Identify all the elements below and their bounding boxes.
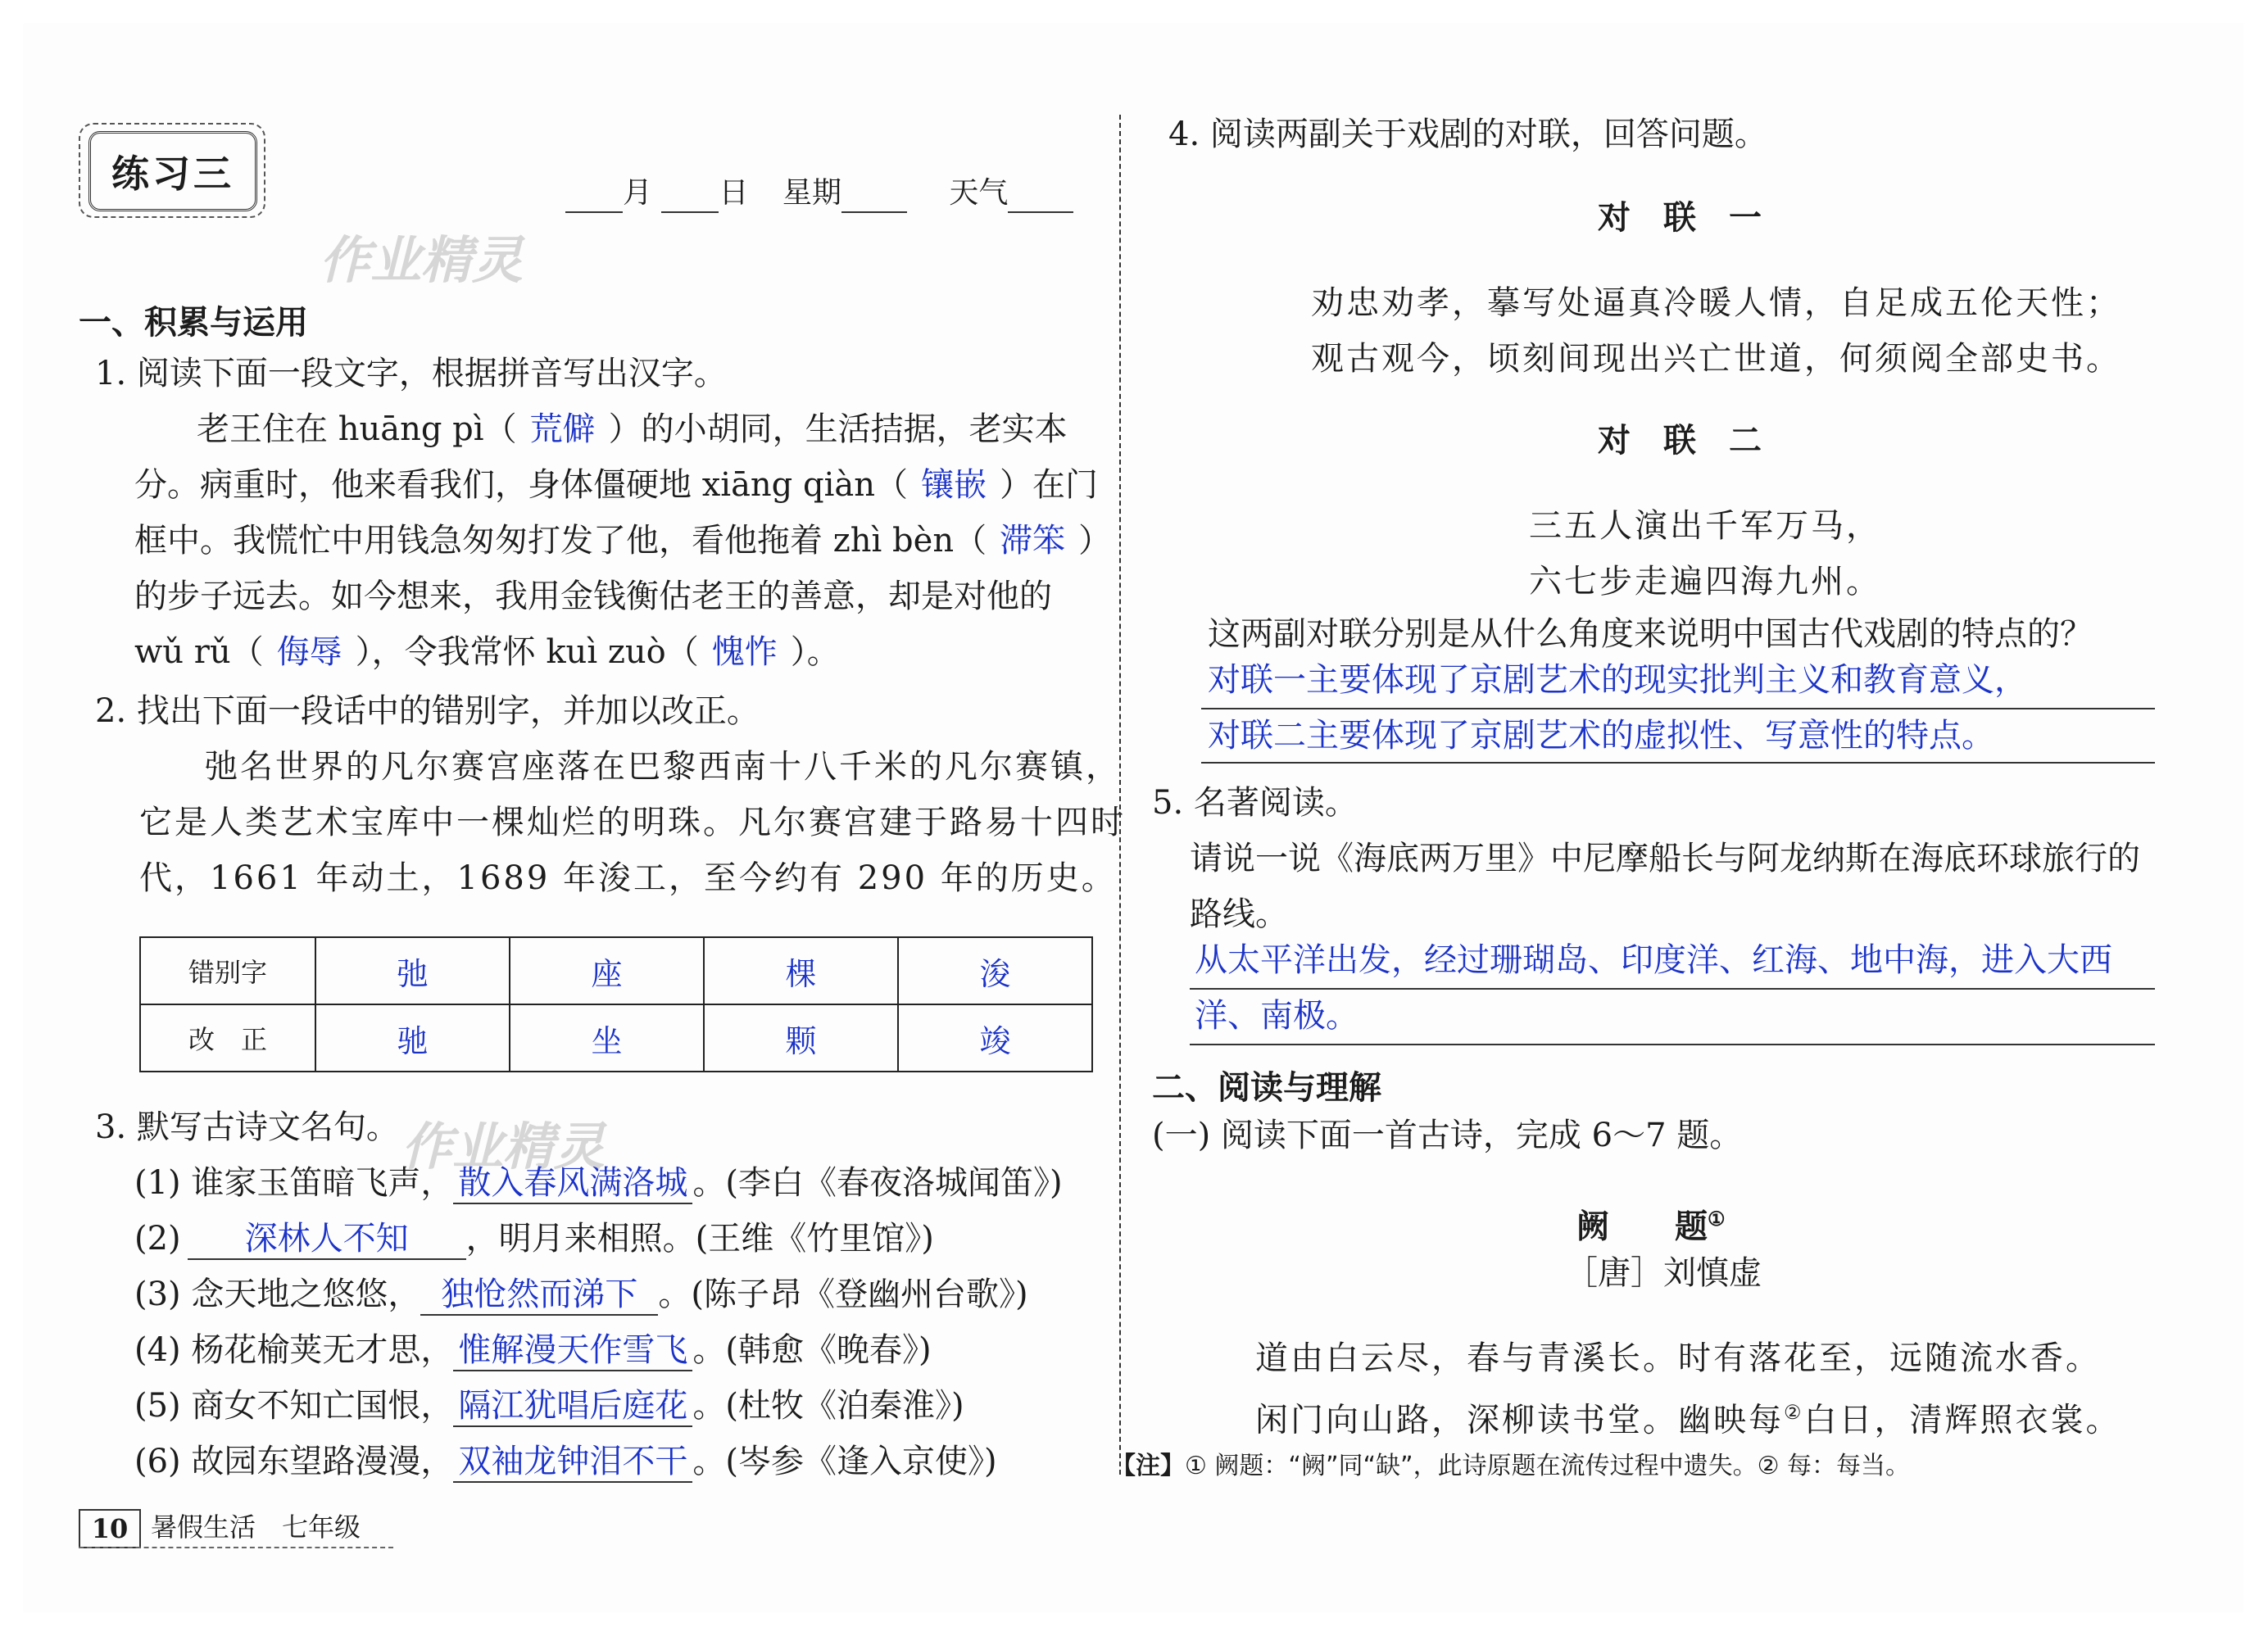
q1-line2: 分。病重时，他来看我们，身体僵硬地 xiāng qiàn（ 镶嵌 ）在门 [134, 466, 1099, 504]
answer-underline [1190, 1044, 2155, 1045]
table-cell: 驰 [315, 1004, 510, 1072]
table-cell: 弛 [315, 937, 510, 1004]
q3-item: (3) 念天地之悠悠， 独怆然而涕下 。(陈子昂《登幽州台歌》) [134, 1275, 1028, 1316]
q5-answer-line1: 从太平洋出发，经过珊瑚岛、印度洋、红海、地中海，进入大西 [1195, 941, 2112, 979]
q4-question: 这两副对联分别是从什么角度来说明中国古代戏剧的特点的？ [1208, 615, 2093, 653]
q5-prompt: 5. 名著阅读。 [1152, 784, 1358, 822]
couplet1-line1: 劝忠劝孝，摹写处逼真冷暖人情，自足成五伦天性； [1311, 284, 2121, 322]
q4-answer-line2: 对联二主要体现了京剧艺术的虚拟性、写意性的特点。 [1208, 717, 1994, 755]
poem-title: 阙 题① [1576, 1207, 1726, 1246]
poem-line1: 道由白云尽，春与青溪长。时有落花至，远随流水香。 [1255, 1339, 2101, 1377]
q5-question-line2: 路线。 [1190, 895, 1288, 933]
q1-line5: wǔ rǔ（ 侮辱 ），令我常怀 kuì zuò（ 愧怍 ）。 [134, 633, 840, 671]
table-cell: 浚 [898, 937, 1092, 1004]
table-cell: 坐 [510, 1004, 704, 1072]
q2-line3: 代，1661 年动土，1689 年浚工，至今约有 290 年的历史。 [139, 859, 1117, 897]
table-row-label: 错别字 [140, 937, 315, 1004]
section-title: 二、阅读与理解 [1152, 1069, 1381, 1107]
q1-line3: 框中。我慌忙中用钱急匆匆打发了他，看他拖着 zhì bèn（ 滞笨 ） [134, 522, 1112, 560]
q5-answer-line2: 洋、南极。 [1195, 997, 1359, 1035]
q2-line2: 它是人类艺术宝库中一棵灿烂的明珠。凡尔赛宫建于路易十四时 [139, 804, 1126, 841]
q3-prompt: 3. 默写古诗文名句。 [95, 1108, 399, 1146]
poem-line2: 闲门向山路，深柳读书堂。幽映每②白日，清辉照衣裳。 [1255, 1401, 2121, 1439]
q1-line4: 的步子远去。如今想来，我用金钱衡估老王的善意，却是对他的 [134, 578, 1052, 615]
table-row-label: 改 正 [140, 1004, 315, 1072]
poem-footnote: 【注】① 阙题：“阙”同“缺”，此诗原题在流传过程中遗失。② 每：每当。 [1111, 1452, 1911, 1480]
q3-item: (2) 深林人不知 ，明月来相照。(王维《竹里馆》) [134, 1219, 934, 1260]
answer-underline [1190, 988, 2155, 990]
table-cell: 竣 [898, 1004, 1092, 1072]
section2-part1: (一) 阅读下面一首古诗，完成 6～7 题。 [1152, 1117, 1743, 1154]
q3-item: (5) 商女不知亡国恨， 隔江犹唱后庭花 。(杜牧《泊秦淮》) [134, 1386, 964, 1427]
couplet1-line2: 观古观今，顷刻间现出兴亡世道，何须阅全部史书。 [1311, 340, 2121, 378]
footer-book-title: 暑假生活 七年级 [151, 1511, 361, 1543]
table-cell: 棵 [704, 937, 898, 1004]
watermark: 作业精灵 [401, 1117, 606, 1176]
q3-item: (4) 杨花榆荚无才思， 惟解漫天作雪飞 。(韩愈《晚春》) [134, 1330, 932, 1371]
answer-underline [1201, 708, 2155, 709]
table-row [140, 1004, 1092, 1072]
q3-item: (6) 故园东望路漫漫， 双袖龙钟泪不干 。(岑参《逢入京使》) [134, 1442, 997, 1483]
table-cell: 座 [510, 937, 704, 1004]
footer-rule [79, 1547, 393, 1548]
couplet2-line2: 六七步走遍四海九州。 [1529, 563, 1881, 600]
q1-prompt: 1. 阅读下面一段文字，根据拼音写出汉字。 [95, 355, 727, 392]
table-cell: 颗 [704, 1004, 898, 1072]
q2-prompt: 2. 找出下面一段话中的错别字，并加以改正。 [95, 692, 760, 730]
couplet1-title: 对 联 一 [1598, 198, 1762, 237]
q1-line1: 老王住在 huāng pì（ 荒僻 ）的小胡同，生活拮据，老实本 [197, 410, 1068, 448]
exercise-title: 练习三 [88, 131, 257, 211]
table-row [140, 937, 1092, 1004]
column-divider [1119, 115, 1121, 1475]
q5-question-line1: 请说一说《海底两万里》中尼摩船长与阿龙纳斯在海底环球旅行的 [1190, 840, 2140, 877]
q2-line1: 弛名世界的凡尔赛宫座落在巴黎西南十八千米的凡尔赛镇， [205, 748, 1121, 786]
poem-author: ［唐］刘慎虚 [1565, 1254, 1762, 1292]
answer-underline [1201, 762, 2155, 764]
couplet2-line1: 三五人演出千军万马， [1529, 507, 1881, 545]
watermark: 作业精灵 [320, 230, 524, 290]
page-number: 10 [79, 1509, 141, 1548]
q4-prompt: 4. 阅读两副关于戏剧的对联，回答问题。 [1168, 116, 1767, 153]
section-title: 一、积累与运用 [79, 304, 308, 342]
q3-item: (1) 谁家玉笛暗飞声， 散入春风满洛城 。(李白《春夜洛城闻笛》) [134, 1163, 1063, 1204]
correction-table [139, 936, 1093, 1072]
date-line: 月 日 星期 天气 [565, 174, 1073, 213]
q4-answer-line1: 对联一主要体现了京剧艺术的现实批判主义和教育意义， [1208, 661, 2027, 699]
couplet2-title: 对 联 二 [1598, 421, 1762, 460]
